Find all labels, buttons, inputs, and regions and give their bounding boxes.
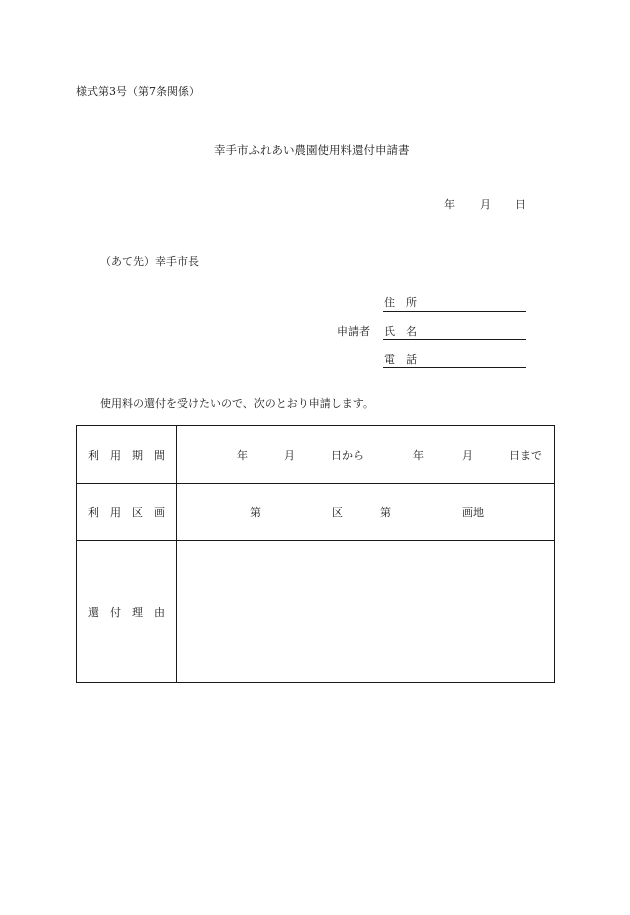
reason-value-cell[interactable] (177, 541, 555, 683)
plot-label-cell (77, 484, 177, 541)
table-row-reason (77, 541, 555, 683)
plot-label: 利 用 区 画 (88, 506, 165, 519)
name-underline (383, 339, 526, 340)
period-value-cell[interactable] (177, 426, 555, 484)
reason-label-cell (77, 541, 177, 683)
phone-label: 電 話 (384, 353, 417, 366)
plot-ku: 区 (332, 506, 343, 519)
plot-dai1: 第 (250, 506, 261, 519)
reason-label: 還 付 理 由 (88, 605, 165, 619)
address-underline (383, 311, 526, 312)
period-from: 日から (331, 448, 364, 462)
address-label: 住 所 (384, 296, 417, 309)
application-table (76, 425, 555, 683)
period-label-cell (77, 426, 177, 484)
period-month2: 月 (462, 448, 473, 462)
intro-sentence: 使用料の還付を受けたいので、次のとおり申請します。 (100, 397, 374, 410)
document-title: 幸手市ふれあい農園使用料還付申請書 (214, 143, 410, 157)
period-month1: 月 (284, 448, 295, 462)
date-day-label: 日 (515, 198, 526, 211)
period-label: 利 用 期 間 (88, 448, 165, 462)
period-year2: 年 (413, 448, 424, 462)
plot-dai2: 第 (380, 506, 391, 519)
table-row-period (77, 426, 555, 484)
name-label: 氏 名 (384, 325, 417, 338)
phone-underline (383, 367, 526, 368)
period-to: 日まで (509, 448, 542, 462)
plot-kakuchi: 画地 (462, 506, 484, 519)
plot-value-cell[interactable] (177, 484, 555, 541)
period-year1: 年 (237, 448, 248, 462)
date-year-label: 年 (444, 198, 455, 211)
table-row-plot (77, 484, 555, 541)
form-number: 様式第3号（第7条関係） (76, 85, 200, 98)
addressee: （あて先）幸手市長 (100, 255, 199, 268)
date-month-label: 月 (480, 198, 491, 211)
applicant-label: 申請者 (337, 325, 370, 338)
